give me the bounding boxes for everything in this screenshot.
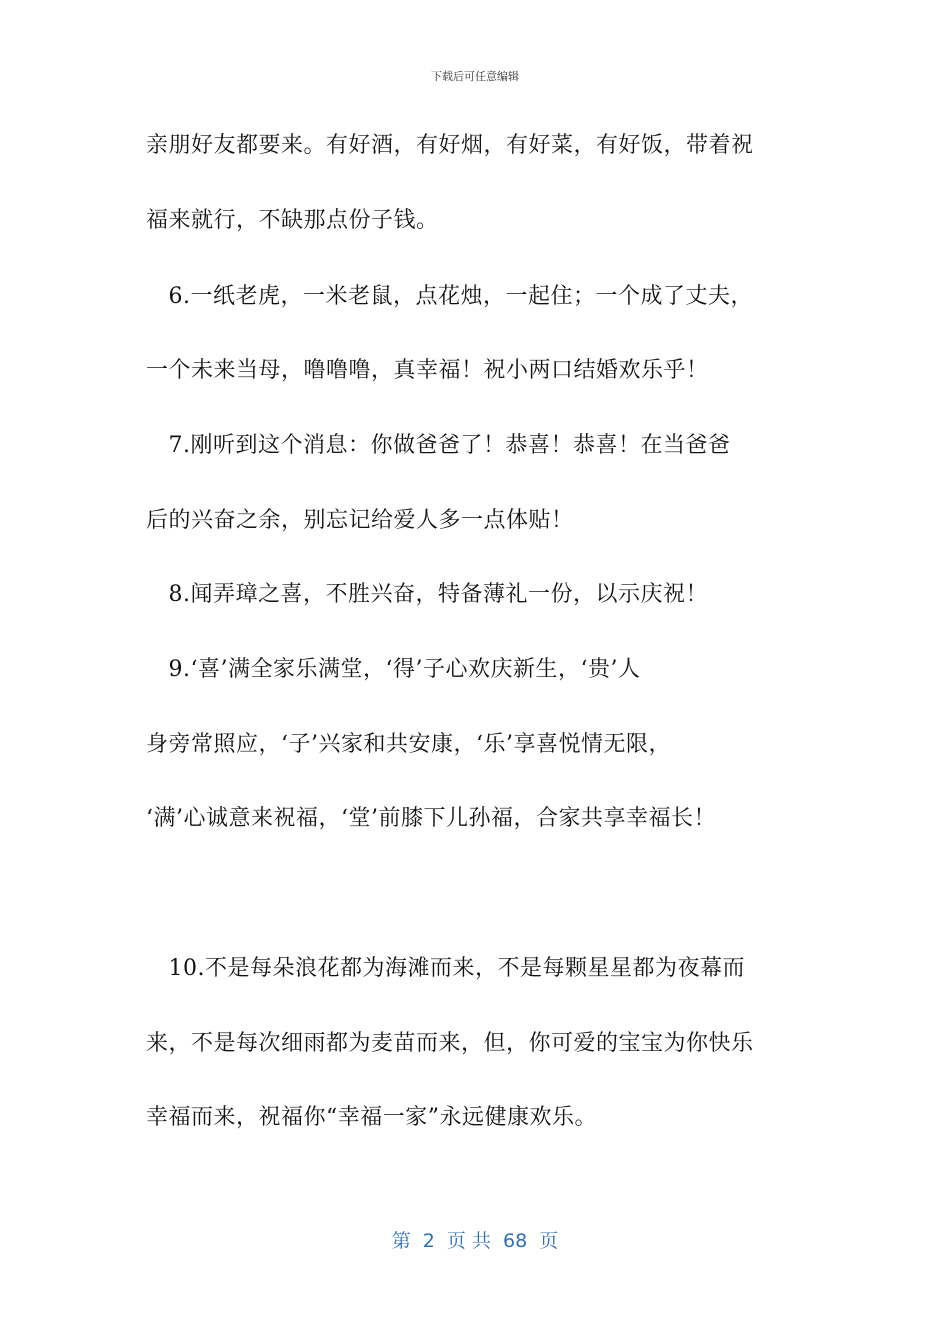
- text-line: 福来就行，不缺那点份子钱。: [146, 208, 439, 233]
- text-line: 身旁常照应，‘子’兴家和共安康，‘乐’享喜悦情无限，: [146, 732, 671, 757]
- text-line: 来，不是每次细雨都为麦苗而来，但，你可爱的宝宝为你快乐: [146, 1031, 754, 1056]
- text-line: 9.‘喜’满全家乐满堂，‘得’子心欢庆新生，‘贵’人: [146, 657, 641, 682]
- text-line: 10.不是每朵浪花都为海滩而来，不是每颗星星都为夜幕而: [146, 956, 745, 981]
- text-line: 8.闻弄璋之喜，不胜兴奋，特备薄礼一份，以示庆祝！: [146, 582, 708, 607]
- text-line: 7.刚听到这个消息：你做爸爸了！恭喜！恭喜！在当爸爸: [146, 433, 731, 458]
- text-line: 亲朋好友都要来。有好酒，有好烟，有好菜，有好饭，带着祝: [146, 133, 754, 158]
- text-line: ‘满’心诚意来祝福，‘堂’前膝下儿孙福，合家共享幸福长！: [146, 806, 716, 831]
- text-line: 后的兴奋之余，别忘记给爱人多一点体贴！: [146, 508, 574, 533]
- text-line: 一个未来当母，噜噜噜，真幸福！祝小两口结婚欢乐乎！: [146, 358, 709, 383]
- text-line: 6.一纸老虎，一米老鼠，点花烛，一起住；一个成了丈夫，: [146, 284, 753, 309]
- header-note: 下载后可任意编辑: [431, 70, 519, 83]
- page-number: 第 2 页 共 68 页: [391, 1230, 559, 1252]
- text-line: 幸福而来，祝福你“幸福一家”永远健康欢乐。: [146, 1105, 597, 1130]
